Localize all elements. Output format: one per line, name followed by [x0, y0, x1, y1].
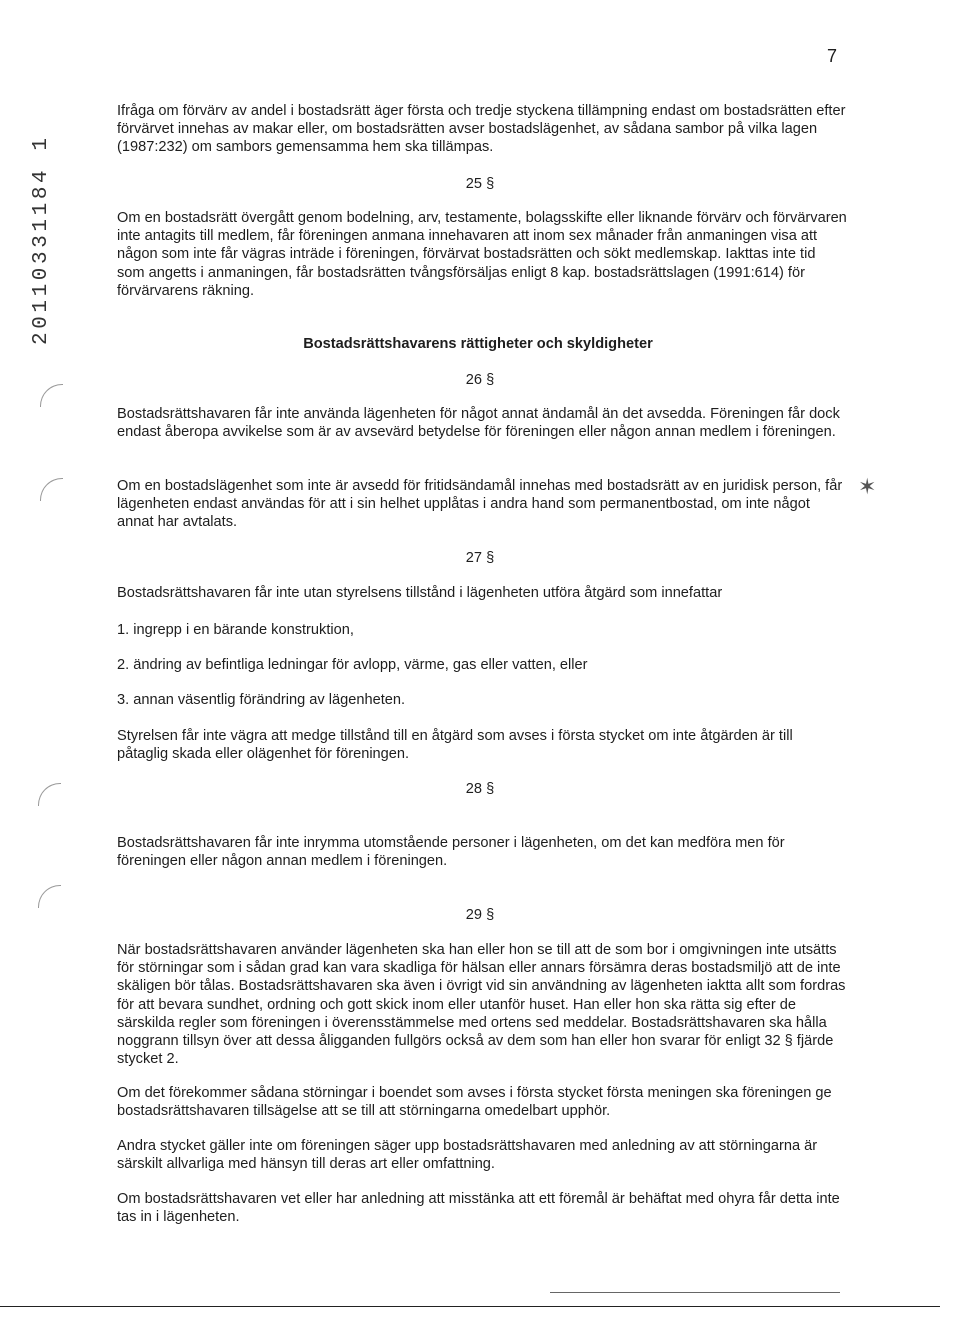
section-heading-27: 27 §: [465, 550, 495, 566]
paragraph-29b: Om det förekommer sådana störningar i boendet som avses i första stycket första meningen ska föreningen ge bostadsrättshavaren tillsägelse att se till att störningarna omedelbart upphör.: [117, 1085, 832, 1120]
paragraph-29a: När bostadsrättshavaren använder lägenheten ska han eller hon se till att de som bor i omgivningen inte utsätts för störningar som i sådan grad kan vara skadliga för hälsan eller annars försämra deras bostadsmiljö att de inte skäligen bör tålas. Bostadsrättshavaren ska även i övrigt vid sin användning av lägenheten iaktta allt som fordras för att bevara sundhet, ordning och gott skick inom eller utanför huset. Han eller hon ska rätta sig efter de särskilda regler som föreningen i överensstämmelse med ortens sed meddelar. Bostadsrättshavaren ska hålla noggrann tillsyn över att dessa åligganden fullgörs också av dem som han eller hon svarar för enligt 32 § fjärde stycket 2.: [117, 942, 846, 1068]
paragraph-29c: Andra stycket gäller inte om föreningen säger upp bostadsrättshavaren med anledning av att störningarna är särskilt allvarliga med hänsyn till deras art eller omfattning.: [117, 1138, 818, 1173]
paragraph-27b: Styrelsen får inte vägra att medge tillstånd till en åtgärd som avses i första stycket om inte åtgärden är till påtaglig skada eller olägenhet för föreningen.: [117, 728, 793, 763]
paragraph-25: Om en bostadsrätt övergått genom bodelning, arv, testamente, bolagsskifte eller liknande förvärv och förvärvaren inte antagits till medlem, får föreningen anmana innehavaren att inom sex månader från anmaningen visa att någon som inte får vägras inträde i föreningen, förvärvat bostadsrätten och sökt medlemskap. Iakttas inte tid som angetts i anmaningen, får bostadsrätten tvångsförsäljas enligt 8 kap. bostadsrättslagen (1991:614) för förvärvarens räkning.: [117, 210, 847, 299]
paragraph-26b: Om en bostadslägenhet som inte är avsedd för fritidsändamål innehas med bostadsrätt av en juridisk person, får lägenheten endast användas för att i sin helhet upplåtas i andra hand som permanentbostad, om inte något annat har avtalats.: [117, 478, 843, 531]
section-heading-26: 26 §: [465, 372, 495, 388]
scan-edge-line: [550, 1292, 840, 1293]
list-item-27-1: 1. ingrepp i en bärande konstruktion,: [117, 622, 354, 638]
list-item-27-2: 2. ändring av befintliga ledningar för avlopp, värme, gas eller vatten, eller: [117, 657, 588, 673]
section-heading-25: 25 §: [465, 176, 495, 192]
handwritten-asterisk-icon: ✶: [858, 474, 877, 499]
section-heading-29: 29 §: [465, 907, 495, 923]
margin-mark: [38, 885, 61, 908]
margin-mark: [40, 478, 63, 501]
list-item-27-3: 3. annan väsentlig förändring av lägenheten.: [117, 692, 406, 708]
scan-edge-line: [0, 1306, 940, 1307]
paragraph-intro: Ifråga om förvärv av andel i bostadsrätt äger första och tredje styckena tillämpning endast om bostadsrätten efter förvärvet innehas av makar eller, om bostadsrätten avser bostadslägenhet, av sådana sambor på vilka lagen (1987:232) om sambors gemensamma hem ska tillämpas.: [117, 103, 846, 156]
archive-number: 20110331184 1: [30, 134, 53, 345]
paragraph-27a: Bostadsrättshavaren får inte utan styrelsens tillstånd i lägenheten utföra åtgärd som innefattar: [117, 585, 723, 601]
section-heading-28: 28 §: [465, 781, 495, 797]
paragraph-29d: Om bostadsrättshavaren vet eller har anledning att misstänka att ett föremål är behäftat med ohyra får detta inte tas in i lägenheten.: [117, 1191, 840, 1226]
page-number: 7: [827, 46, 838, 66]
section-title: Bostadsrättshavarens rättigheter och skyldigheter: [303, 336, 653, 352]
paragraph-28: Bostadsrättshavaren får inte inrymma utomstående personer i lägenheten, om det kan medföra men för föreningen eller någon annan medlem i föreningen.: [117, 835, 785, 870]
paragraph-26a: Bostadsrättshavaren får inte använda lägenheten för något annat ändamål än det avsedda. Föreningen får dock endast åberopa avvikelse som är av avsevärd betydelse för föreningen eller någon annan medlem i föreningen.: [117, 406, 840, 441]
